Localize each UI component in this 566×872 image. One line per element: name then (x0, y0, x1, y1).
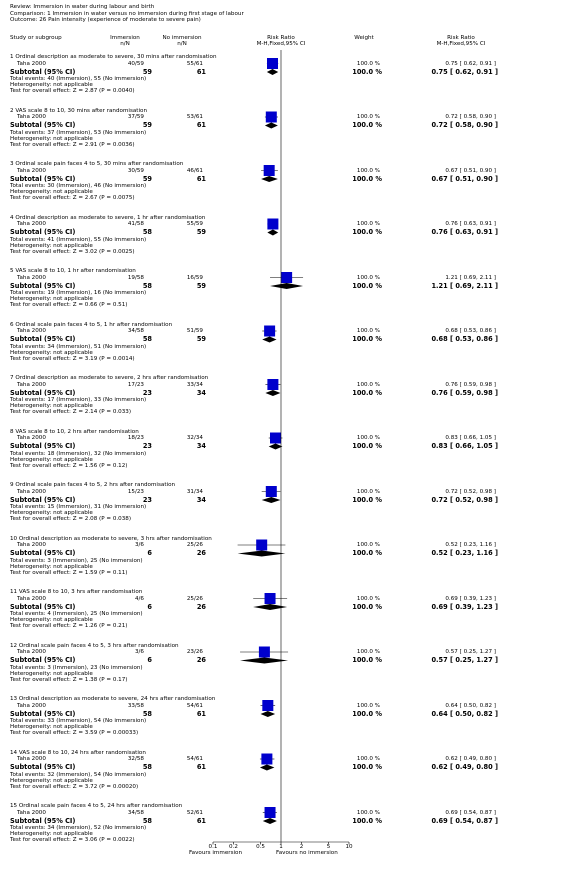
subtotal-exp: 59 (142, 67, 152, 76)
subtotal-ctrl: 61 (196, 709, 206, 718)
study-weight: 100.0 % (356, 435, 380, 441)
subtotal-ctrl: 61 (196, 763, 206, 771)
overall-effect: Test for overall effect: Z = 3.06 (P = 0.0022) (10, 837, 135, 843)
overall-effect: Test for overall effect: Z = 2.87 (P = 0.0040) (10, 88, 135, 94)
subgroup-title: 4 Ordinal description as moderate to severe, 1 hr after randomisation (10, 214, 206, 221)
subtotal-exp: 6 (147, 602, 152, 611)
outcome-line: Outcome: 26 Pain intensity (experience of moderate to severe pain) (10, 17, 201, 23)
subtotal-exp: 58 (142, 228, 152, 236)
x-tick-label: 0.2 (229, 844, 238, 850)
study-name: Taha 2000 (17, 488, 46, 495)
study-ci: 0.68 [ 0.53, 0.86 ] (445, 328, 496, 334)
subtotal-exp: 58 (142, 335, 152, 343)
subtotal-ci: 0.76 [ 0.63, 0.91 ] (431, 228, 498, 236)
ctrl-events: 52/61 (186, 809, 203, 816)
subtotal-label: Subtotal (95% CI) (10, 442, 76, 450)
overall-effect: Test for overall effect: Z = 3.19 (P = 0.0014) (10, 355, 135, 362)
subtotal-ci: 0.64 [ 0.50, 0.82 ] (431, 709, 498, 718)
exp-events: 19/58 (127, 274, 144, 281)
overall-effect: Test for overall effect: Z = 2.67 (P = 0.0075) (10, 195, 135, 201)
exp-events: 32/58 (127, 756, 144, 762)
overall-effect: Test for overall effect: Z = 2.91 (P = 0.0036) (10, 141, 135, 148)
study-ci: 0.69 [ 0.54, 0.87 ] (445, 809, 496, 816)
subtotal-label: Subtotal (95% CI) (10, 763, 76, 771)
subtotal-weight: 100.0 % (352, 709, 382, 718)
subtotal-ctrl: 34 (196, 388, 206, 397)
heterogeneity: Heterogeneity: not applicable (10, 724, 93, 730)
ctrl-events: 25/26 (186, 595, 203, 602)
ctrl-events: 32/34 (186, 435, 203, 441)
study-name: Taha 2000 (17, 221, 46, 227)
subtotal-weight: 100.0 % (352, 495, 382, 504)
subtotal-label: Subtotal (95% CI) (10, 281, 76, 290)
subtotal-weight: 100.0 % (352, 67, 382, 76)
study-ci: 1.21 [ 0.69, 2.11 ] (445, 274, 496, 281)
subgroup-title: 8 VAS scale 8 to 10, 2 hrs after randomisation (10, 428, 139, 435)
study-weight: 100.0 % (356, 328, 380, 334)
exp-events: 34/58 (127, 809, 144, 816)
heterogeneity: Heterogeneity: not applicable (10, 831, 93, 837)
subtotal-ci: 0.68 [ 0.53, 0.86 ] (431, 335, 498, 343)
study-name: Taha 2000 (17, 274, 46, 281)
overall-effect: Test for overall effect: Z = 1.38 (P = 0.17) (10, 676, 128, 683)
favours-left-label: Favours immersion (188, 850, 242, 856)
subtotal-exp: 59 (142, 121, 152, 129)
subtotal-label: Subtotal (95% CI) (10, 121, 76, 129)
overall-effect: Test for overall effect: Z = 2.14 (P = 0.033) (10, 409, 132, 415)
subgroup-title: 5 VAS scale 8 to 10, 1 hr after randomisation (10, 268, 136, 274)
subtotal-weight: 100.0 % (352, 174, 382, 183)
x-tick-label: 5 (326, 844, 331, 850)
review-line: Review: Immersion in water during labour and birth (10, 4, 155, 10)
exp-events: 40/59 (127, 60, 144, 67)
col-rr2-sub: M-H,Fixed,95% CI (436, 41, 486, 47)
overall-effect: Test for overall effect: Z = 2.08 (P = 0.038) (10, 516, 132, 522)
subtotal-exp: 58 (142, 816, 152, 825)
study-name: Taha 2000 (17, 114, 46, 120)
study-weight: 100.0 % (356, 167, 380, 174)
study-ci: 0.67 [ 0.51, 0.90 ] (445, 167, 496, 174)
ctrl-events: 51/59 (186, 328, 203, 334)
subtotal-label: Subtotal (95% CI) (10, 174, 76, 183)
ctrl-events: 53/61 (186, 114, 203, 120)
subtotal-label: Subtotal (95% CI) (10, 602, 76, 611)
subtotal-weight: 100.0 % (352, 549, 382, 557)
study-weight: 100.0 % (356, 542, 380, 548)
heterogeneity: Heterogeneity: not applicable (10, 296, 93, 302)
heterogeneity: Heterogeneity: not applicable (10, 777, 93, 784)
favours-right-label: Favours no immersion (276, 850, 338, 856)
study-ci: 0.52 [ 0.23, 1.16 ] (445, 542, 496, 548)
subtotal-ci: 0.72 [ 0.58, 0.90 ] (431, 121, 498, 129)
subtotal-weight: 100.0 % (352, 281, 382, 290)
heterogeneity: Heterogeneity: not applicable (10, 242, 93, 249)
study-weight: 100.0 % (356, 488, 380, 495)
subtotal-ctrl: 26 (196, 549, 206, 557)
total-events: Total events: 4 (Immersion), 25 (No immersion) (10, 611, 143, 617)
subgroup-title: 1 Ordinal description as moderate to severe, 30 mins after randomisation (10, 54, 217, 60)
subtotal-weight: 100.0 % (352, 816, 382, 825)
ctrl-events: 16/59 (186, 274, 203, 281)
subgroup-title: 14 VAS scale 8 to 10, 24 hrs after randomisation (10, 749, 146, 756)
x-tick-label: 0.5 (256, 844, 265, 850)
total-events: Total events: 18 (Immersion), 32 (No immersion) (10, 450, 147, 457)
subtotal-ctrl: 34 (196, 495, 206, 504)
study-ci: 0.72 [ 0.52, 0.98 ] (445, 488, 496, 495)
subtotal-weight: 100.0 % (352, 121, 382, 129)
exp-events: 33/58 (127, 702, 144, 709)
study-name: Taha 2000 (17, 542, 46, 548)
exp-events: 30/59 (127, 167, 144, 174)
subtotal-ci: 0.69 [ 0.54, 0.87 ] (431, 816, 498, 825)
subtotal-ctrl: 61 (196, 816, 206, 825)
x-tick-label: 0.1 (208, 844, 218, 850)
subtotal-label: Subtotal (95% CI) (10, 335, 76, 343)
col-exp-header: Immersion (110, 35, 140, 41)
study-weight: 100.0 % (356, 381, 380, 388)
ctrl-events: 23/26 (186, 649, 203, 655)
col-exp-sub: n/N (120, 41, 130, 47)
heterogeneity: Heterogeneity: not applicable (10, 189, 93, 195)
subtotal-ci: 0.69 [ 0.39, 1.23 ] (431, 602, 498, 611)
overall-effect: Test for overall effect: Z = 1.56 (P = 0.12) (10, 462, 128, 469)
study-ci: 0.76 [ 0.59, 0.98 ] (445, 381, 496, 388)
heterogeneity: Heterogeneity: not applicable (10, 135, 93, 142)
exp-events: 3/6 (134, 542, 144, 548)
subgroup-title: 6 Ordinal scale pain faces 4 to 5, 1 hr after randomisation (10, 321, 173, 328)
study-weight: 100.0 % (356, 809, 380, 816)
total-events: Total events: 3 (Immersion), 25 (No immersion) (10, 557, 143, 564)
overall-effect: Test for overall effect: Z = 1.59 (P = 0.11) (10, 569, 128, 576)
subgroup-title: 15 Ordinal scale pain faces 4 to 5, 24 hrs after randomisation (10, 803, 183, 809)
x-tick-label: 10 (345, 844, 353, 850)
x-tick-label: 1 (279, 844, 283, 850)
subgroup-title: 2 VAS scale 8 to 10, 30 mins after randomisation (10, 107, 148, 114)
ctrl-events: 25/26 (186, 542, 203, 548)
subtotal-weight: 100.0 % (352, 656, 382, 664)
study-name: Taha 2000 (17, 381, 46, 388)
heterogeneity: Heterogeneity: not applicable (10, 617, 93, 623)
total-events: Total events: 3 (Immersion), 23 (No immersion) (10, 664, 143, 671)
subtotal-label: Subtotal (95% CI) (10, 67, 76, 76)
study-weight: 100.0 % (356, 114, 380, 120)
comparison-line: Comparison: 1 Immersion in water versus no immersion during first stage of labour (10, 10, 244, 17)
total-events: Total events: 41 (Immersion), 55 (No immersion) (10, 236, 147, 243)
exp-events: 17/23 (127, 381, 144, 388)
subtotal-ci: 1.21 [ 0.69, 2.11 ] (431, 281, 498, 290)
study-ci: 0.69 [ 0.39, 1.23 ] (445, 595, 496, 602)
total-events: Total events: 32 (Immersion), 54 (No immersion) (10, 771, 147, 778)
subgroup-title: 12 Ordinal scale pain faces 4 to 5, 3 hrs after randomisation (10, 642, 179, 649)
exp-events: 41/58 (127, 221, 144, 227)
subtotal-weight: 100.0 % (352, 763, 382, 771)
col-study-header: Study or subgroup (10, 35, 62, 41)
subtotal-exp: 59 (142, 174, 152, 183)
study-name: Taha 2000 (17, 702, 46, 709)
total-events: Total events: 34 (Immersion), 51 (No immersion) (10, 343, 147, 350)
subtotal-ctrl: 61 (196, 67, 206, 76)
subtotal-label: Subtotal (95% CI) (10, 388, 76, 397)
total-events: Total events: 15 (Immersion), 31 (No immersion) (10, 504, 147, 510)
ctrl-events: 54/61 (186, 702, 203, 709)
study-name: Taha 2000 (17, 809, 46, 816)
study-name: Taha 2000 (17, 328, 46, 334)
study-ci: 0.72 [ 0.58, 0.90 ] (445, 114, 496, 120)
subtotal-ci: 0.67 [ 0.51, 0.90 ] (431, 174, 498, 183)
exp-events: 4/6 (134, 595, 144, 602)
subtotal-ci: 0.52 [ 0.23, 1.16 ] (431, 549, 498, 557)
ctrl-events: 46/61 (186, 167, 203, 174)
heterogeneity: Heterogeneity: not applicable (10, 456, 93, 463)
heterogeneity: Heterogeneity: not applicable (10, 510, 93, 516)
ctrl-events: 55/61 (186, 60, 203, 67)
study-weight: 100.0 % (356, 756, 380, 762)
study-ci: 0.75 [ 0.62, 0.91 ] (445, 60, 496, 67)
col-rr2-header: Risk Ratio (447, 35, 475, 41)
ctrl-events: 55/59 (186, 221, 203, 227)
subtotal-ci: 0.75 [ 0.62, 0.91 ] (431, 67, 498, 76)
subtotal-label: Subtotal (95% CI) (10, 656, 76, 664)
study-ci: 0.76 [ 0.63, 0.91 ] (445, 221, 496, 227)
study-ci: 0.62 [ 0.49, 0.80 ] (445, 756, 496, 762)
subgroup-title: 9 Ordinal scale pain faces 4 to 5, 2 hrs after randomisation (10, 482, 176, 488)
ctrl-events: 54/61 (186, 756, 203, 762)
subgroup-title: 13 Ordinal description as moderate to severe, 24 hrs after randomisation (10, 696, 216, 702)
total-events: Total events: 37 (Immersion), 53 (No immersion) (10, 129, 147, 136)
ctrl-events: 33/34 (186, 381, 203, 388)
subtotal-weight: 100.0 % (352, 602, 382, 611)
subtotal-exp: 58 (142, 763, 152, 771)
subtotal-ctrl: 61 (196, 174, 206, 183)
study-weight: 100.0 % (356, 649, 380, 655)
exp-events: 3/6 (134, 649, 144, 655)
subtotal-ctrl: 26 (196, 602, 206, 611)
study-name: Taha 2000 (17, 435, 46, 441)
study-ci: 0.83 [ 0.66, 1.05 ] (445, 435, 496, 441)
subtotal-exp: 23 (142, 442, 152, 450)
total-events: Total events: 17 (Immersion), 33 (No immersion) (10, 397, 147, 403)
study-weight: 100.0 % (356, 221, 380, 227)
subtotal-weight: 100.0 % (352, 335, 382, 343)
subtotal-ctrl: 59 (196, 281, 206, 290)
heterogeneity: Heterogeneity: not applicable (10, 563, 93, 570)
study-weight: 100.0 % (356, 60, 380, 67)
ctrl-events: 31/34 (186, 488, 203, 495)
overall-effect: Test for overall effect: Z = 3.72 (P = 0.00020) (10, 783, 139, 790)
subtotal-exp: 58 (142, 709, 152, 718)
study-name: Taha 2000 (17, 60, 46, 67)
subtotal-ci: 0.76 [ 0.59, 0.98 ] (431, 388, 498, 397)
exp-events: 18/23 (127, 435, 144, 441)
overall-effect: Test for overall effect: Z = 0.66 (P = 0.51) (10, 302, 128, 308)
subtotal-exp: 58 (142, 281, 152, 290)
total-events: Total events: 34 (Immersion), 52 (No immersion) (10, 825, 147, 831)
subtotal-label: Subtotal (95% CI) (10, 228, 76, 236)
exp-events: 37/59 (127, 114, 144, 120)
total-events: Total events: 40 (Immersion), 55 (No immersion) (10, 76, 147, 82)
subtotal-ctrl: 26 (196, 656, 206, 664)
subtotal-exp: 6 (147, 549, 152, 557)
heterogeneity: Heterogeneity: not applicable (10, 82, 93, 88)
study-name: Taha 2000 (17, 167, 46, 174)
subtotal-ctrl: 59 (196, 335, 206, 343)
exp-events: 15/23 (127, 488, 144, 495)
subtotal-weight: 100.0 % (352, 388, 382, 397)
study-ci: 0.64 [ 0.50, 0.82 ] (445, 702, 496, 709)
subtotal-ci: 0.72 [ 0.52, 0.98 ] (431, 495, 498, 504)
subgroup-title: 11 VAS scale 8 to 10, 3 hrs after randomisation (10, 589, 143, 595)
heterogeneity: Heterogeneity: not applicable (10, 403, 93, 409)
study-name: Taha 2000 (17, 756, 46, 762)
subtotal-weight: 100.0 % (352, 228, 382, 236)
col-rr-sub: M-H,Fixed,95% CI (256, 41, 306, 47)
subtotal-exp: 23 (142, 495, 152, 504)
overall-effect: Test for overall effect: Z = 3.59 (P = 0.00033) (10, 730, 139, 736)
overall-effect: Test for overall effect: Z = 3.02 (P = 0.0025) (10, 248, 135, 255)
heterogeneity: Heterogeneity: not applicable (10, 670, 93, 677)
subtotal-label: Subtotal (95% CI) (10, 816, 76, 825)
study-name: Taha 2000 (17, 649, 46, 655)
exp-events: 34/58 (127, 328, 144, 334)
overall-effect: Test for overall effect: Z = 1.26 (P = 0.21) (10, 623, 128, 629)
heterogeneity: Heterogeneity: not applicable (10, 349, 93, 356)
subtotal-ci: 0.57 [ 0.25, 1.27 ] (431, 656, 498, 664)
subtotal-ctrl: 59 (196, 228, 206, 236)
x-tick-label: 2 (299, 844, 304, 850)
subtotal-ci: 0.62 [ 0.49, 0.80 ] (431, 763, 498, 771)
col-rr-header: Risk Ratio (267, 35, 295, 41)
study-weight: 100.0 % (356, 274, 380, 281)
total-events: Total events: 19 (Immersion), 16 (No immersion) (10, 290, 147, 296)
subtotal-exp: 23 (142, 388, 152, 397)
subtotal-weight: 100.0 % (352, 442, 382, 450)
subtotal-ci: 0.83 [ 0.66, 1.05 ] (431, 442, 498, 450)
total-events: Total events: 33 (Immersion), 54 (No immersion) (10, 718, 147, 724)
subgroup-title: 10 Ordinal description as moderate to severe, 3 hrs after randomisation (10, 535, 212, 542)
col-ctrl-header: No immersion (162, 35, 202, 41)
subtotal-label: Subtotal (95% CI) (10, 709, 76, 718)
subtotal-exp: 6 (147, 656, 152, 664)
subgroup-title: 7 Ordinal description as moderate to severe, 2 hrs after randomisation (10, 375, 209, 381)
study-ci: 0.57 [ 0.25, 1.27 ] (445, 649, 496, 655)
subtotal-label: Subtotal (95% CI) (10, 549, 76, 557)
study-name: Taha 2000 (17, 595, 46, 602)
study-weight: 100.0 % (356, 702, 380, 709)
subtotal-ctrl: 34 (196, 442, 206, 450)
subgroup-title: 3 Ordinal scale pain faces 4 to 5, 30 mins after randomisation (10, 161, 184, 167)
col-ctrl-sub: n/N (177, 41, 187, 47)
subtotal-ctrl: 61 (196, 121, 206, 129)
total-events: Total events: 30 (Immersion), 46 (No immersion) (10, 183, 147, 189)
col-weight-header: Weight (354, 35, 374, 41)
study-weight: 100.0 % (356, 595, 380, 602)
subtotal-label: Subtotal (95% CI) (10, 495, 76, 504)
